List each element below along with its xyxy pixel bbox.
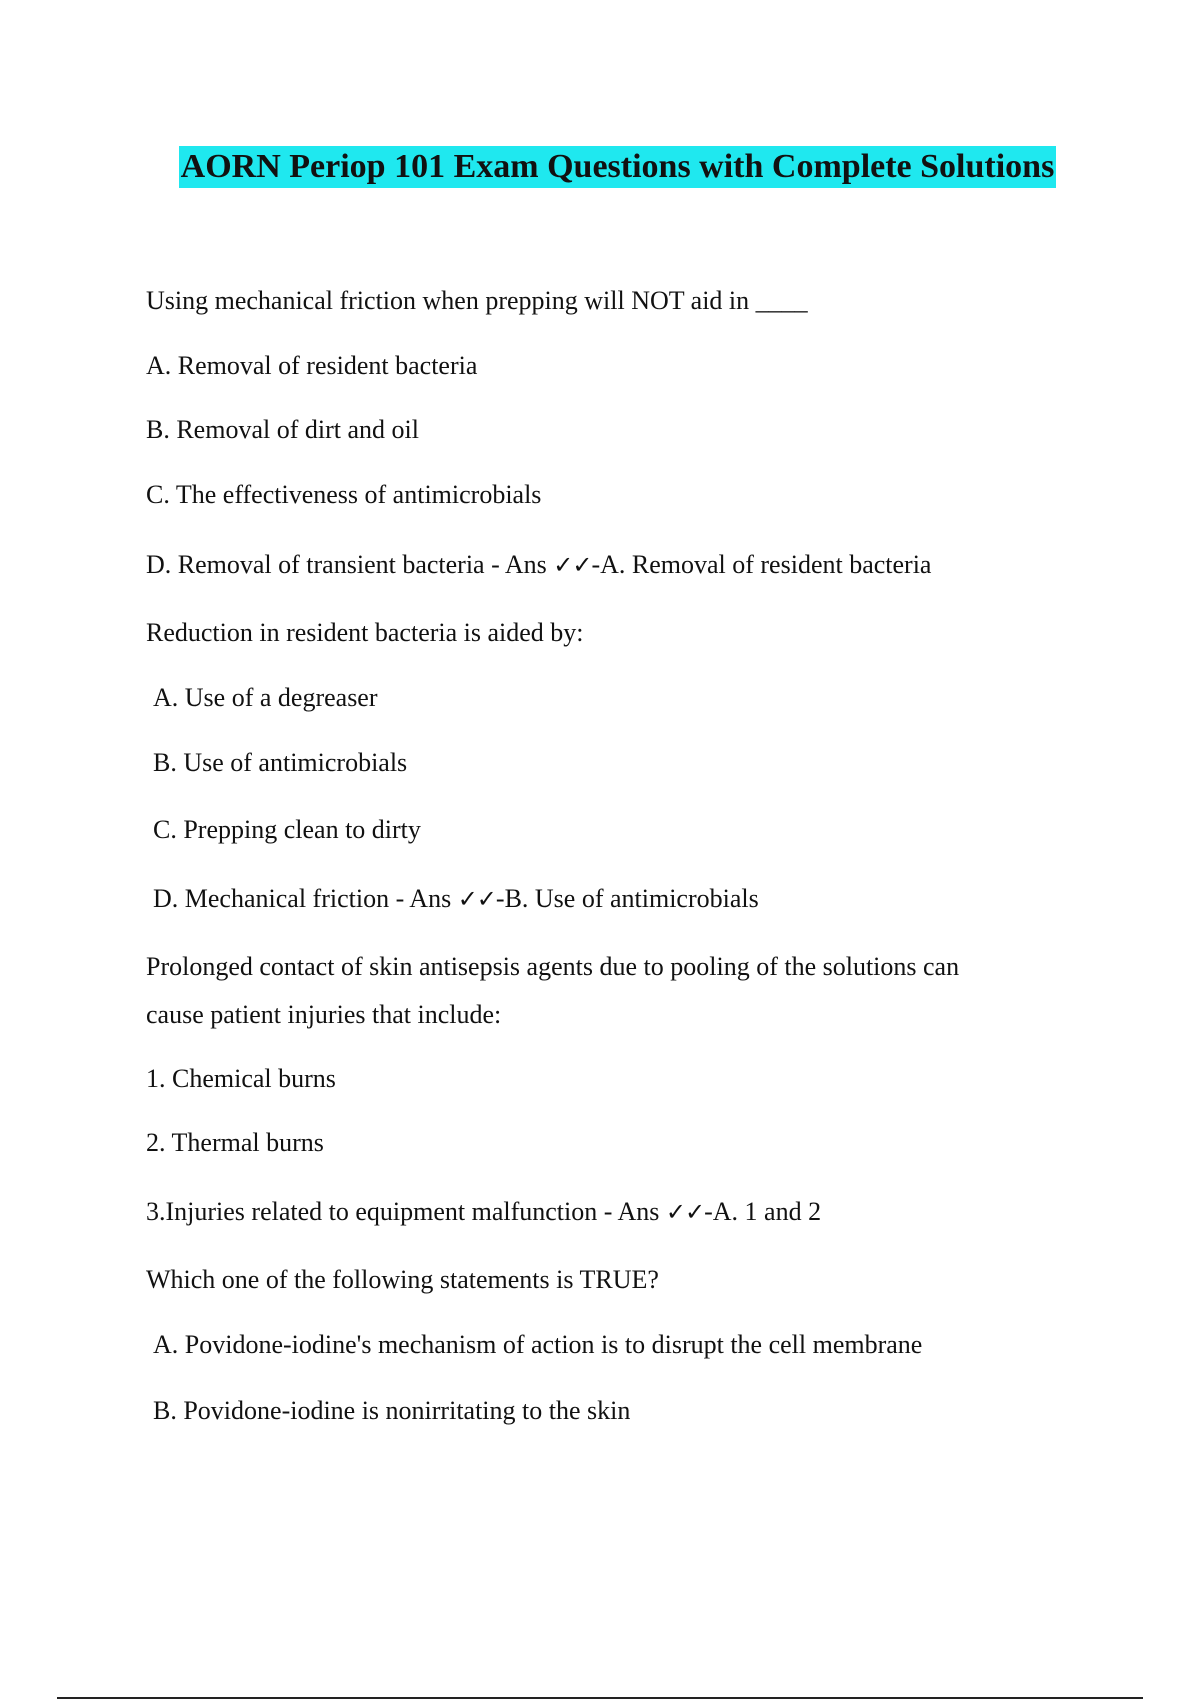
question-2-stem: Reduction in resident bacteria is aided by: — [146, 618, 584, 647]
page-title: AORN Periop 101 Exam Questions with Complete Solutions — [179, 146, 1057, 188]
check-icon: ✓✓ — [457, 885, 496, 913]
question-1-option-c: C. The effectiveness of antimicrobials — [146, 480, 542, 509]
question-2-option-c: C. Prepping clean to dirty — [153, 815, 421, 844]
question-1-stem: Using mechanical friction when prepping will NOT aid in ____ — [146, 286, 808, 315]
question-3-option-3-row — [146, 1197, 821, 1227]
check-icon: ✓✓ — [665, 1198, 705, 1226]
question-2-answer: -B. Use of antimicrobials — [495, 884, 759, 913]
question-1-answer: -A. Removal of resident bacteria — [591, 550, 932, 579]
question-2-option-d: D. Mechanical friction - Ans — [153, 884, 458, 913]
question-3-option-1: 1. Chemical burns — [146, 1064, 336, 1093]
question-4-stem: Which one of the following statements is TRUE? — [146, 1265, 659, 1294]
question-2-option-b: B. Use of antimicrobials — [153, 748, 408, 777]
question-1-option-b: B. Removal of dirt and oil — [146, 415, 419, 444]
title-container — [150, 146, 1085, 188]
question-4-option-b: B. Povidone-iodine is nonirritating to the skin — [153, 1396, 631, 1425]
footer-divider — [57, 1697, 1143, 1699]
question-1-option-d-row — [146, 550, 931, 580]
question-3-answer: -A. 1 and 2 — [704, 1197, 822, 1226]
question-4-option-a: A. Povidone-iodine's mechanism of action is to disrupt the cell membrane — [153, 1330, 923, 1359]
question-3-option-3: 3.Injuries related to equipment malfunction - Ans — [146, 1197, 666, 1226]
question-2-option-a: A. Use of a degreaser — [153, 683, 378, 712]
question-1-option-d: D. Removal of transient bacteria - Ans — [146, 550, 554, 579]
question-3-stem-line-1: Prolonged contact of skin antisepsis agents due to pooling of the solutions can — [146, 952, 960, 981]
check-icon: ✓✓ — [553, 551, 592, 579]
question-2-option-d-row — [153, 884, 759, 914]
question-3-option-2: 2. Thermal burns — [146, 1128, 324, 1157]
question-1-option-a: A. Removal of resident bacteria — [146, 351, 478, 380]
question-3-stem-line-2: cause patient injuries that include: — [146, 1000, 502, 1029]
